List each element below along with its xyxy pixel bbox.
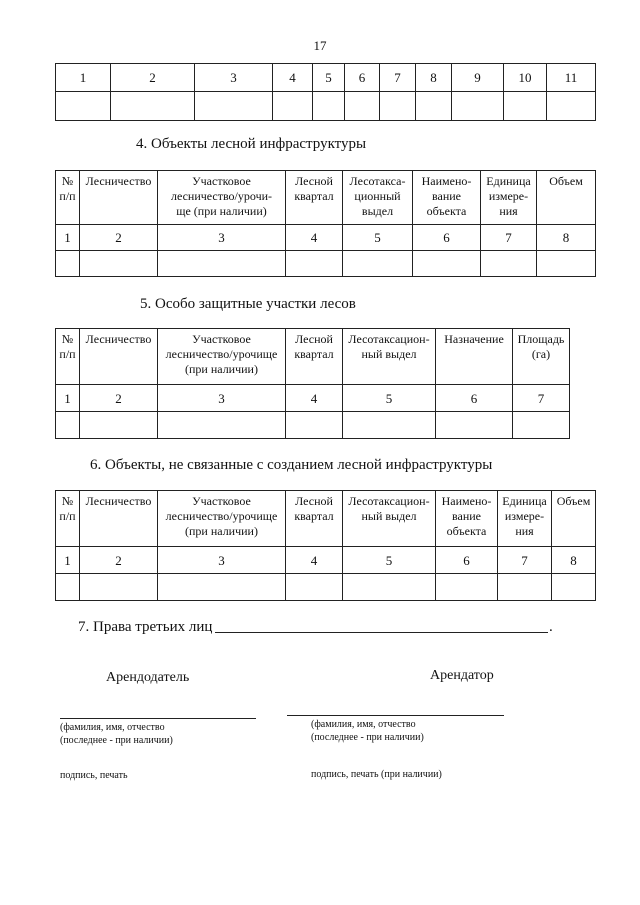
header-text-line: квартал <box>294 189 334 203</box>
empty-cell <box>80 251 158 277</box>
table-row <box>56 225 596 251</box>
empty-cell <box>56 251 80 277</box>
column-number-cell: 7 <box>513 385 570 412</box>
empty-cell <box>343 251 413 277</box>
column-number-cell: 1 <box>56 547 80 574</box>
header-cell <box>343 171 413 225</box>
column-number-cell: 1 <box>56 64 111 92</box>
header-text-line: Лесной <box>295 494 333 508</box>
column-number-cell: 4 <box>286 225 343 251</box>
table-continuation <box>55 63 596 121</box>
lessor-label: Арендодатель <box>106 670 190 685</box>
table-row <box>56 547 596 574</box>
header-text-line: п/п <box>59 189 76 203</box>
page-number: 17 <box>313 38 327 53</box>
empty-cell <box>80 574 158 601</box>
column-number-cell: 7 <box>481 225 537 251</box>
header-text-line: выдел <box>361 204 394 218</box>
third-party-rights-line <box>215 632 548 633</box>
column-number-cell: 6 <box>436 547 498 574</box>
header-text-line: № <box>61 332 74 346</box>
column-number-cell: 2 <box>80 385 158 412</box>
header-cell <box>481 171 537 225</box>
header-text-line: Объем <box>556 494 591 508</box>
table-header-row <box>56 329 570 385</box>
table-header-row <box>56 171 596 225</box>
header-text-line: (при наличии) <box>185 524 258 538</box>
column-number-cell: 4 <box>286 385 343 412</box>
header-cell <box>56 491 80 547</box>
column-number-cell: 8 <box>537 225 596 251</box>
header-cell <box>552 491 596 547</box>
column-number-cell: 1 <box>56 385 80 412</box>
header-text-line: Наимено- <box>441 494 492 508</box>
empty-cell <box>498 574 552 601</box>
header-text-line: ный выдел <box>361 347 417 361</box>
empty-cell <box>343 574 436 601</box>
header-text-line: Участковое <box>192 332 251 346</box>
header-text-line: Лесной <box>295 174 333 188</box>
empty-cell <box>273 92 313 121</box>
lessee-label: Арендатор <box>430 668 494 683</box>
header-cell <box>286 171 343 225</box>
header-text-line: Лесничество <box>85 332 152 346</box>
empty-cell <box>436 574 498 601</box>
caption-line: (последнее - при наличии) <box>311 732 424 743</box>
header-text-line: Объем <box>549 174 583 188</box>
header-text-line: (при наличии) <box>185 362 258 376</box>
column-number-cell: 2 <box>111 64 195 92</box>
empty-cell <box>111 92 195 121</box>
column-number-cell: 4 <box>273 64 313 92</box>
table-row <box>56 64 596 92</box>
column-number-cell: 3 <box>158 225 286 251</box>
column-number-cell: 6 <box>413 225 481 251</box>
empty-cell <box>56 92 111 121</box>
header-text-line: Площадь <box>517 332 565 346</box>
column-number-cell: 11 <box>547 64 596 92</box>
column-number-cell: 8 <box>552 547 596 574</box>
column-number-cell: 5 <box>343 385 436 412</box>
empty-cell <box>286 412 343 439</box>
empty-cell <box>537 251 596 277</box>
header-cell <box>286 491 343 547</box>
column-number-cell: 3 <box>158 547 286 574</box>
header-cell <box>80 171 158 225</box>
header-text-line: ный выдел <box>361 509 417 523</box>
column-number-cell: 8 <box>416 64 452 92</box>
section-7-title: 7. Права третьих лиц <box>78 619 213 635</box>
column-number-cell: 5 <box>343 547 436 574</box>
header-text-line: квартал <box>294 347 334 361</box>
header-text-line: Лесотаксацион- <box>348 332 430 346</box>
column-number-cell: 3 <box>158 385 286 412</box>
table-section-6 <box>55 490 596 601</box>
header-cell <box>413 171 481 225</box>
lessor-name-caption <box>60 721 173 747</box>
header-text-line: лесничество/урочище <box>165 509 278 523</box>
empty-cell <box>436 412 513 439</box>
header-text-line: Наимено- <box>421 174 472 188</box>
table-row <box>56 92 596 121</box>
header-text-line: измере- <box>488 189 529 203</box>
header-text-line: № <box>61 174 74 188</box>
header-text-line: п/п <box>59 347 76 361</box>
header-text-line: № <box>61 494 74 508</box>
header-text-line: Лесотаксацион- <box>348 494 430 508</box>
header-text-line: Участковое <box>192 494 251 508</box>
header-text-line: объекта <box>446 524 487 538</box>
header-text-line: (га) <box>531 347 551 361</box>
lessee-name-caption <box>311 718 424 744</box>
header-cell <box>343 491 436 547</box>
header-cell <box>158 171 286 225</box>
header-cell <box>537 171 596 225</box>
empty-cell <box>158 251 286 277</box>
table-row <box>56 251 596 277</box>
table-row <box>56 385 570 412</box>
header-text-line: ния <box>499 204 518 218</box>
empty-cell <box>56 412 80 439</box>
header-text-line: квартал <box>294 509 334 523</box>
header-cell <box>498 491 552 547</box>
header-text-line: Лесничество <box>85 174 152 188</box>
empty-cell <box>343 412 436 439</box>
column-number-cell: 1 <box>56 225 80 251</box>
table-section-5 <box>55 328 570 439</box>
header-text-line: п/п <box>59 509 76 523</box>
empty-cell <box>286 574 343 601</box>
header-text-line: ще (при наличии) <box>176 204 267 218</box>
empty-cell <box>481 251 537 277</box>
header-text-line: ния <box>515 524 534 538</box>
empty-cell <box>313 92 345 121</box>
column-number-cell: 5 <box>343 225 413 251</box>
empty-cell <box>513 412 570 439</box>
lessor-sign-caption: подпись, печать <box>60 770 128 781</box>
column-number-cell: 3 <box>195 64 273 92</box>
header-text-line: Единица <box>486 174 531 188</box>
section-7-end-dot: . <box>549 619 553 635</box>
lessee-sign-caption: подпись, печать (при наличии) <box>311 769 442 780</box>
header-text-line: Лесотакса- <box>349 174 406 188</box>
column-number-cell: 2 <box>80 547 158 574</box>
header-cell <box>80 329 158 385</box>
empty-cell <box>345 92 380 121</box>
header-cell <box>286 329 343 385</box>
lessor-name-line <box>60 718 256 719</box>
empty-cell <box>380 92 416 121</box>
empty-cell <box>286 251 343 277</box>
header-text-line: лесничество/урочище <box>165 347 278 361</box>
header-text-line: ционный <box>354 189 401 203</box>
caption-line: (фамилия, имя, отчество <box>311 719 416 730</box>
empty-cell <box>158 574 286 601</box>
column-number-cell: 7 <box>498 547 552 574</box>
empty-cell <box>195 92 273 121</box>
header-cell <box>513 329 570 385</box>
header-text-line: Лесной <box>295 332 333 346</box>
table-section-4 <box>55 170 596 277</box>
header-text-line: Лесничество <box>85 494 152 508</box>
table-header-row <box>56 491 596 547</box>
column-number-cell: 9 <box>452 64 504 92</box>
empty-cell <box>416 92 452 121</box>
column-number-cell: 6 <box>436 385 513 412</box>
column-number-cell: 7 <box>380 64 416 92</box>
empty-cell <box>547 92 596 121</box>
header-text-line: лесничество/урочи- <box>170 189 273 203</box>
caption-line: (последнее - при наличии) <box>60 735 173 746</box>
header-cell <box>158 491 286 547</box>
section-4-title: 4. Объекты лесной инфраструктуры <box>136 136 367 152</box>
header-cell <box>56 171 80 225</box>
table-row <box>56 574 596 601</box>
empty-cell <box>56 574 80 601</box>
lessee-name-line <box>287 715 504 716</box>
empty-cell <box>504 92 547 121</box>
section-6-title: 6. Объекты, не связанные с созданием лесной инфраструктуры <box>90 457 493 473</box>
empty-cell <box>158 412 286 439</box>
header-cell <box>56 329 80 385</box>
column-number-cell: 6 <box>345 64 380 92</box>
header-text-line: Назначение <box>444 332 504 346</box>
empty-cell <box>552 574 596 601</box>
header-text-line: Участковое <box>192 174 251 188</box>
header-cell <box>436 329 513 385</box>
empty-cell <box>413 251 481 277</box>
column-number-cell: 10 <box>504 64 547 92</box>
header-text-line: вание <box>451 509 481 523</box>
column-number-cell: 4 <box>286 547 343 574</box>
section-5-title: 5. Особо защитные участки лесов <box>140 296 356 312</box>
column-number-cell: 2 <box>80 225 158 251</box>
column-number-cell: 5 <box>313 64 345 92</box>
header-text-line: Единица <box>502 494 547 508</box>
header-cell <box>343 329 436 385</box>
table-row <box>56 412 570 439</box>
header-text-line: измере- <box>504 509 545 523</box>
empty-cell <box>452 92 504 121</box>
empty-cell <box>80 412 158 439</box>
header-text-line: объекта <box>426 204 467 218</box>
header-cell <box>158 329 286 385</box>
caption-line: (фамилия, имя, отчество <box>60 722 165 733</box>
header-cell <box>80 491 158 547</box>
header-cell <box>436 491 498 547</box>
header-text-line: вание <box>431 189 461 203</box>
